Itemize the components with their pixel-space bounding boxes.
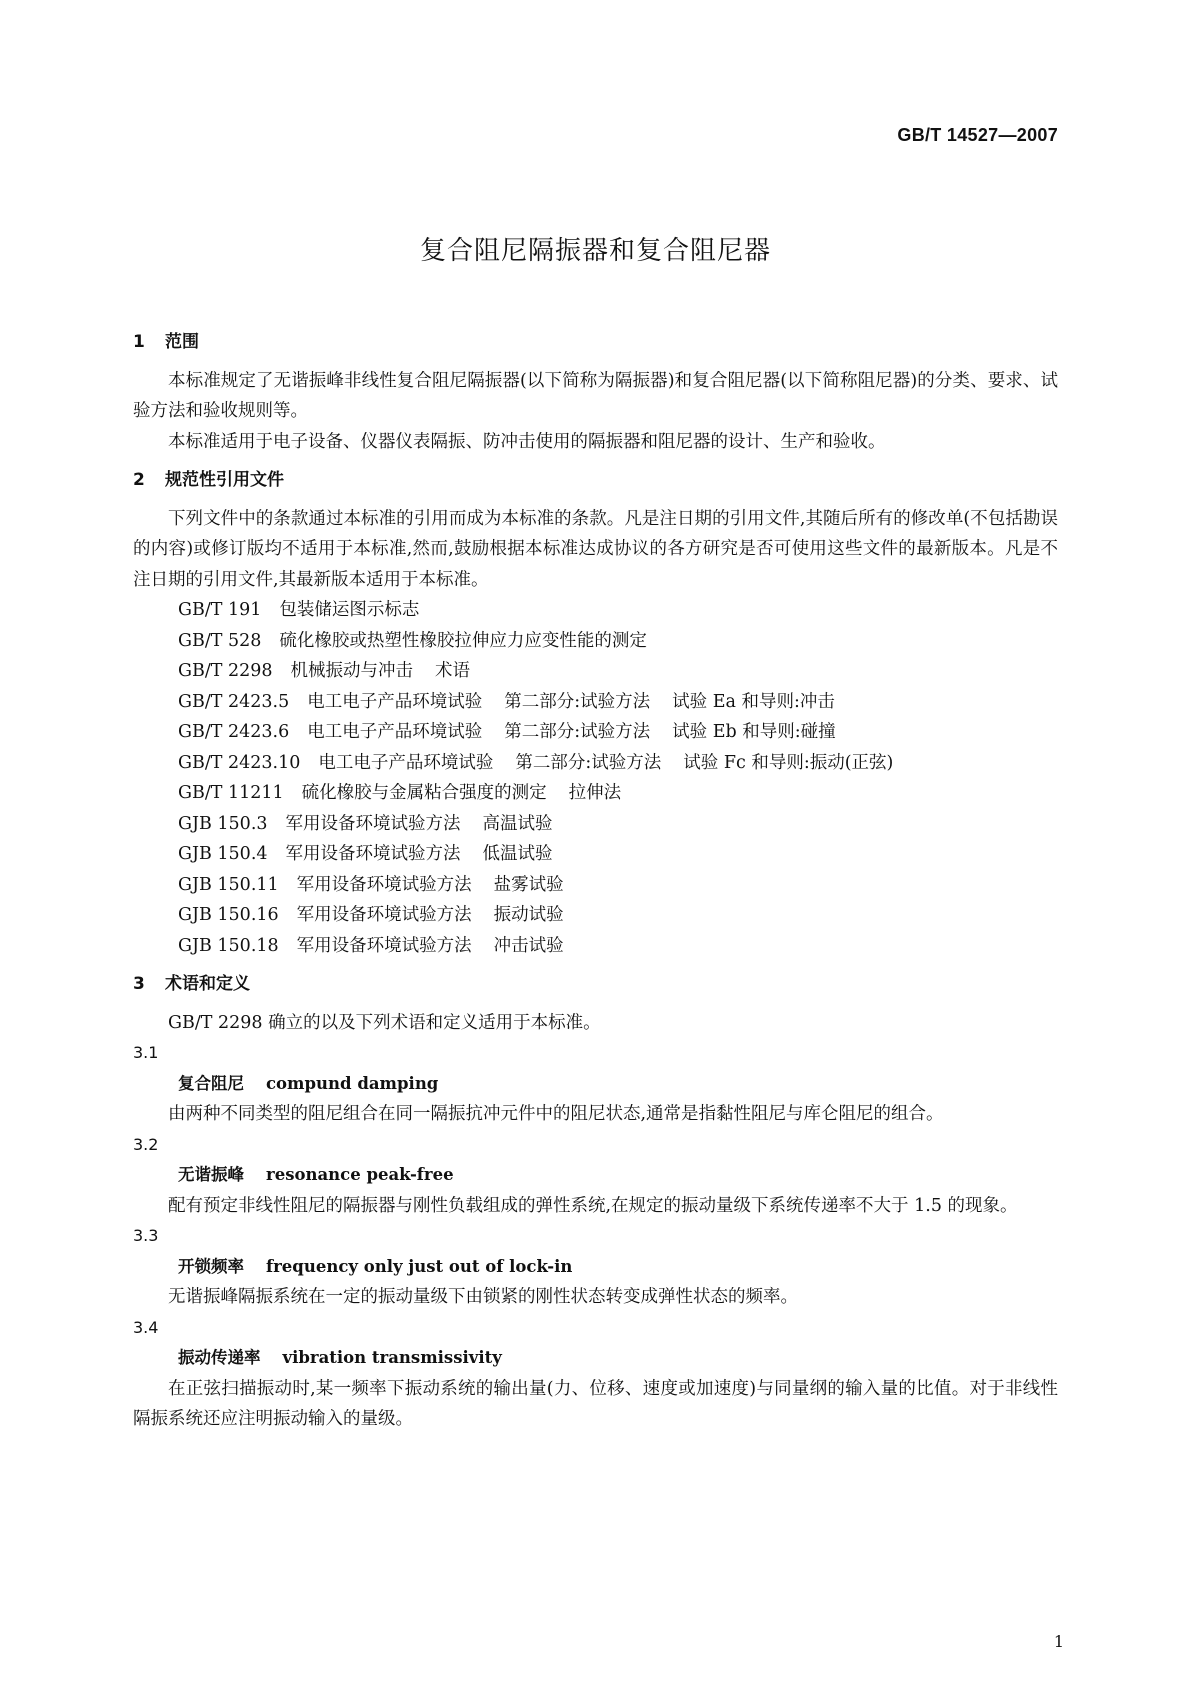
reference-item: GB/T 2423.5 电工电子产品环境试验 第二部分:试验方法 试验 Ea 和导则:冲击 — [178, 691, 835, 712]
term-heading: 开锁频率 frequency only just out of lock-in — [178, 1256, 573, 1276]
reference-item: GB/T 191 包装储运图示标志 — [178, 600, 420, 620]
section-number: 2 — [133, 470, 145, 490]
reference-item: GJB 150.18 军用设备环境试验方法 冲击试验 — [178, 935, 564, 956]
document-title: 复合阻尼隔振器和复合阻尼器 — [419, 236, 771, 266]
term-definition: 配有预定非线性阻尼的隔振器与刚性负载组成的弹性系统,在规定的振动量级下系统传递率不大于 1.5 的现象。 — [168, 1195, 1018, 1216]
reference-item: GJB 150.4 军用设备环境试验方法 低温试验 — [178, 844, 553, 864]
section-title: 规范性引用文件 — [165, 470, 284, 490]
document-body — [133, 327, 1058, 1435]
clause-number: 3.3 — [133, 1226, 159, 1245]
section-title: 范围 — [165, 332, 199, 352]
section-title: 术语和定义 — [165, 974, 250, 994]
term-heading: 复合阻尼 compund damping — [178, 1073, 439, 1093]
section-heading-normative-references — [133, 465, 1058, 496]
section-heading-scope — [133, 327, 1058, 358]
reference-item: GJB 150.11 军用设备环境试验方法 盐雾试验 — [178, 874, 564, 895]
term-definition: 由两种不同类型的阻尼组合在同一隔振抗冲元件中的阻尼状态,通常是指黏性阻尼与库仑阻尼的组合。 — [168, 1104, 944, 1124]
clause-number: 3.1 — [133, 1043, 159, 1062]
term-heading: 无谐振峰 resonance peak-free — [178, 1165, 454, 1184]
term-heading: 振动传递率 vibration transmissivity — [178, 1348, 502, 1367]
reference-item: GB/T 2423.10 电工电子产品环境试验 第二部分:试验方法 试验 Fc 和导则:振动(正弦) — [178, 752, 894, 773]
reference-item: GB/T 2298 机械振动与冲击 术语 — [178, 661, 471, 681]
term-definition: 在正弦扫描振动时,某一频率下振动系统的输出量(力、位移、速度或加速度)与同量纲的输入量的比值。对于非线性隔振系统还应注明振动输入的量级。 — [133, 1378, 1058, 1429]
reference-item: GB/T 11211 硫化橡胶与金属粘合强度的测定 拉伸法 — [178, 783, 622, 803]
reference-item: GB/T 528 硫化橡胶或热塑性橡胶拉伸应力应变性能的测定 — [178, 630, 647, 651]
reference-item: GJB 150.3 军用设备环境试验方法 高温试验 — [178, 813, 553, 834]
paragraph: 本标准适用于电子设备、仪器仪表隔振、防冲击使用的隔振器和阻尼器的设计、生产和验收。 — [168, 431, 886, 452]
section-number: 3 — [133, 974, 145, 994]
reference-item: GJB 150.16 军用设备环境试验方法 振动试验 — [178, 905, 564, 925]
page-number: 1 — [1053, 1632, 1064, 1651]
term-definition: 无谐振峰隔振系统在一定的振动量级下由锁紧的刚性状态转变成弹性状态的频率。 — [168, 1287, 798, 1307]
paragraph: GB/T 2298 确立的以及下列术语和定义适用于本标准。 — [168, 1012, 601, 1033]
clause-number: 3.2 — [133, 1134, 159, 1154]
standard-code: GB/T 14527—2007 — [897, 125, 1058, 145]
section-number: 1 — [133, 332, 145, 352]
reference-item: GB/T 2423.6 电工电子产品环境试验 第二部分:试验方法 试验 Eb 和导则:碰撞 — [178, 722, 836, 742]
paragraph: 本标准规定了无谐振峰非线性复合阻尼隔振器(以下简称为隔振器)和复合阻尼器(以下简称阻尼器)的分类、要求、试验方法和验收规则等。 — [133, 370, 1058, 421]
clause-number: 3.4 — [133, 1317, 159, 1337]
section-heading-terms-definitions — [133, 969, 1058, 1000]
paragraph: 下列文件中的条款通过本标准的引用而成为本标准的条款。凡是注日期的引用文件,其随后所有的修改单(不包括勘误的内容)或修订版均不适用于本标准,然而,鼓励根据本标准达成协议的各方研究是否可使用这些文件的最新版本。凡是不注日期的引用文件,其最新版本适用于本标准。 — [133, 508, 1058, 590]
